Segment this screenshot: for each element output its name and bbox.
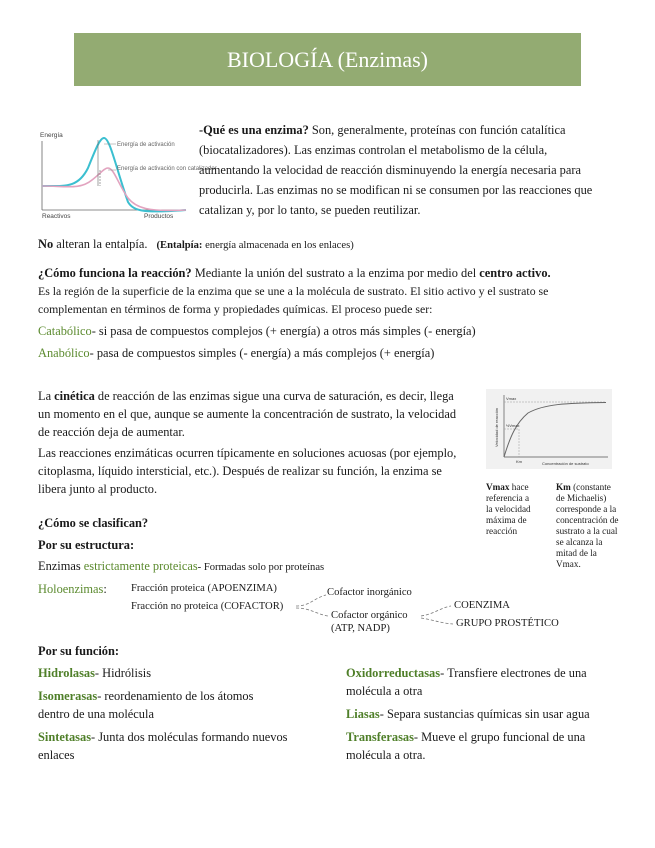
half-vmax-tick-label: ½Vmax: [506, 423, 520, 428]
classification-heading: ¿Cómo se clasifican?: [38, 516, 149, 530]
chart-y-label: Energía: [40, 132, 63, 139]
connector-line: [296, 595, 326, 606]
function-item: Hidrolasas- Hidrólisis: [38, 666, 152, 680]
intro-line: -Qué es una enzima? Son, generalmente, proteínas con función catalítica: [199, 123, 566, 137]
reactants-label: Reactivos: [42, 213, 71, 220]
kinetics-line: de reacción deja de aumentar.: [38, 425, 185, 439]
kinetics-line: un momento en el que, aunque se aumente la concentración de sustrato, la velocidad: [38, 407, 457, 421]
enthalpy-line: No alteran la entalpía. (Entalpía: energía almacenada en los enlaces): [38, 237, 354, 251]
connector-line: [296, 608, 328, 616]
connector-line: [421, 618, 453, 624]
intro-question: -Qué es una enzima?: [199, 123, 309, 137]
function-item: Isomerasas- reordenamiento de los átomos dentro de una molécula: [38, 689, 254, 721]
protein-fraction: Fracción proteica (APOENZIMA): [131, 583, 277, 594]
function-item: Liasas- Separa sustancias químicas sin usar agua: [346, 707, 590, 721]
function-item: Sintetasas- Junta dos moléculas formando nuevos enlaces: [38, 730, 288, 762]
function-column-right: [346, 664, 631, 764]
reaction-line: ¿Cómo funciona la reacción? Mediante la unión del sustrato a la enzima por medio del centro activo.: [38, 266, 551, 280]
intro-line: aumentando la velocidad de reacción disminuyendo la energía necesaria para: [199, 163, 581, 177]
activation-energy-label: Energía de activación: [117, 142, 175, 148]
intro-line: producirla. Las enzimas no se modifican ni se consumen por las reacciones que: [199, 183, 593, 197]
by-function-heading: Por su función:: [38, 644, 120, 658]
intro-line: (biocatalizadores). Las enzimas controlan el metabolismo de la célula,: [199, 143, 548, 157]
function-column-left: [38, 664, 328, 764]
prosthetic-group-label: GRUPO PROSTÉTICO: [456, 618, 559, 629]
anabolic-line: Anabólico- pasa de compuestos simples (- energía) a más complejos (+ energía): [38, 346, 435, 360]
vmax-tick-label: Vmax: [506, 396, 517, 401]
km-tick-label: Km: [516, 459, 522, 464]
nonprotein-fraction: Fracción no proteica (COFACTOR): [131, 601, 284, 612]
km-note: Km (constante de Michaelis) corresponde a la concentración de sustrato a la cual se alcanza la mitad de la Vmax.: [556, 482, 619, 569]
y-axis-label: Velocidad de reacción: [494, 407, 499, 447]
connector-line: [421, 606, 451, 616]
holoenzymes-label: Holoenzimas:: [38, 582, 107, 596]
coenzyme-label: COENZIMA: [454, 600, 510, 611]
by-structure-heading: Por su estructura:: [38, 538, 135, 552]
page-title: BIOLOGÍA (Enzimas): [74, 33, 581, 86]
catalyzed-energy-label: Energía de activación con catalizador: [117, 166, 217, 172]
function-item: Oxidorreductasas- Transfiere electrones de una molécula a otra: [346, 666, 587, 698]
inorganic-cofactor: Cofactor inorgánico: [327, 587, 412, 598]
reaction-line: complementan en términos de forma y propiedades químicas. El proceso puede ser:: [38, 302, 433, 316]
vmax-note: Vmax hace referencia a la velocidad máxima de reacción: [486, 482, 531, 536]
kinetics-line: citoplasma, líquido intersticial, etc.). Después de realizar su función, la enzima se: [38, 464, 442, 478]
kinetics-line: libera junto al producto.: [38, 482, 158, 496]
function-item: Transferasas- Mueve el grupo funcional de una molécula a otra.: [346, 730, 586, 762]
organic-cofactor: Cofactor orgánico (ATP, NADP): [331, 610, 408, 634]
reaction-line: Es la región de la superficie de la enzima que se une a la molécula de sustrato. El sitio activo y el sustrato se: [38, 284, 549, 298]
intro-line: catalizan y, por lo tanto, se pueden reutilizar.: [199, 203, 421, 217]
kinetics-line: Las reacciones enzimáticas ocurren típicamente en soluciones acuosas (por ejemplo,: [38, 446, 457, 460]
catabolic-line: Catabólico- si pasa de compuestos complejos (+ energía) a otros más simples (- energía): [38, 324, 476, 338]
strict-proteins-line: Enzimas estrictamente proteicas- Formadas solo por proteínas: [38, 559, 325, 573]
x-axis-label: Concentración de sustrato: [542, 461, 589, 466]
products-label: Productos: [144, 213, 174, 220]
kinetics-line: La cinética de reacción de las enzimas sigue una curva de saturación, es decir, llega: [38, 389, 454, 403]
